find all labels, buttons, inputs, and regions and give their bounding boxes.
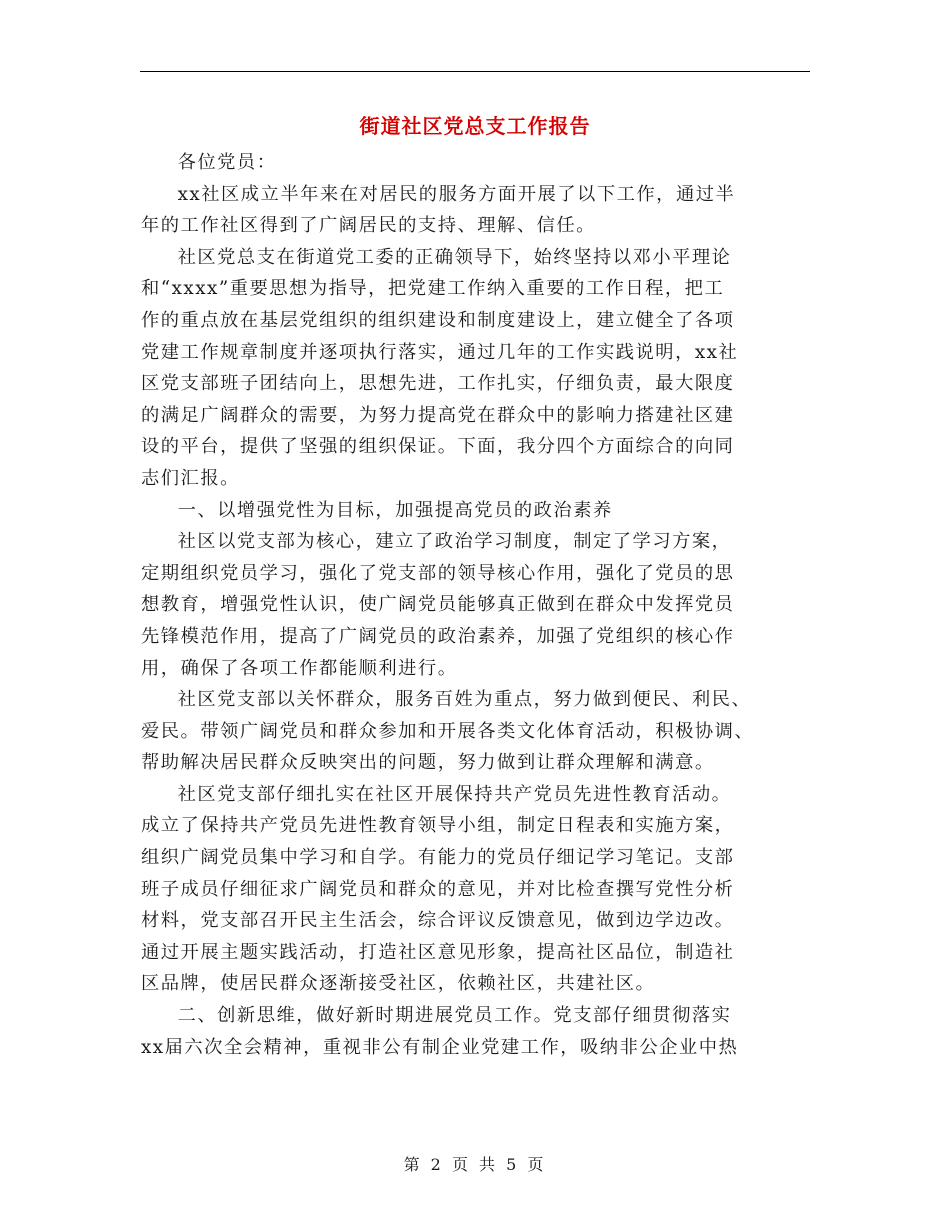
paragraph-line: xx社区成立半年来在对居民的服务方面开展了以下工作，通过半 — [177, 183, 736, 205]
paragraph-line: 组织广阔党员集中学习和自学。有能力的党员仔细记学习笔记。支部 — [141, 847, 735, 869]
paragraph-line: 一、以增强党性为目标，加强提高党员的政治素养 — [177, 499, 613, 521]
document-title: 街道社区党总支工作报告 — [359, 114, 591, 138]
paragraph-line: 用，确保了各项工作都能顺利进行。 — [141, 657, 458, 679]
paragraph-line: 社区党支部以关怀群众，服务百姓为重点，努力做到便民、利民、 — [177, 689, 752, 711]
paragraph — [141, 684, 811, 779]
paragraph-line: 社区以党支部为核心，建立了政治学习制度，制定了学习方案， — [177, 531, 732, 553]
paragraph-line: 定期组织党员学习，强化了党支部的领导核心作用，强化了党员的思 — [141, 562, 735, 584]
paragraph — [141, 179, 811, 242]
paragraph-line: 先锋模范作用，提高了广阔党员的政治素养，加强了党组织的核心作 — [141, 625, 735, 647]
paragraph — [141, 526, 811, 684]
paragraph — [141, 242, 811, 495]
paragraph-line: 区品牌，使居民群众逐渐接受社区，依赖社区，共建社区。 — [141, 973, 656, 995]
paragraph-line: 的满足广阔群众的需要，为努力提高党在群众中的影响力搭建社区建 — [141, 404, 735, 426]
paragraph-line: xx届六次全会精神，重视非公有制企业党建工作，吸纳非公企业中热 — [141, 1036, 739, 1058]
paragraph — [141, 1000, 811, 1063]
paragraph-line: 各位党员： — [177, 152, 277, 173]
paragraph-line: 通过开展主题实践活动，打造社区意见形象，提高社区品位，制造社 — [141, 941, 735, 963]
paragraph-line: 班子成员仔细征求广阔党员和群众的意见，并对比检查撰写党性分析 — [141, 878, 735, 900]
paragraph-line: 社区党支部仔细扎实在社区开展保持共产党员先进性教育活动。 — [177, 783, 732, 805]
paragraph-line: 材料，党支部召开民主生活会，综合评议反馈意见，做到边学边改。 — [141, 910, 735, 932]
paragraph-line: 爱民。带领广阔党员和群众参加和开展各类文化体育活动，积极协调、 — [141, 720, 755, 742]
paragraph-line: 设的平台，提供了坚强的组织保证。下面，我分四个方面综合的向同 — [141, 436, 735, 458]
paragraph-line: 二、创新思维，做好新时期进展党员工作。党支部仔细贯彻落实 — [177, 1005, 732, 1027]
paragraph-line: 作的重点放在基层党组织的组织建设和制度建设上，建立健全了各项 — [141, 309, 735, 331]
paragraph-line: 帮助解决居民群众反映突出的问题，努力做到让群众理解和满意。 — [141, 752, 715, 774]
paragraph-line: 区党支部班子团结向上，思想先进，工作扎实，仔细负责，最大限度 — [141, 373, 735, 395]
paragraph — [141, 147, 811, 179]
page-number: 第 2 页 共 5 页 — [403, 1155, 547, 1174]
paragraph-line: 志们汇报。 — [141, 467, 240, 489]
paragraph-line: 和“xxxx”重要思想为指导，把党建工作纳入重要的工作日程，把工 — [141, 278, 725, 300]
header-rule — [140, 71, 810, 72]
document-body — [141, 147, 811, 1063]
paragraph-line: 成立了保持共产党员先进性教育领导小组，制定日程表和实施方案， — [141, 815, 735, 837]
paragraph-line: 党建工作规章制度并逐项执行落实，通过几年的工作实践说明，xx社 — [141, 341, 739, 363]
paragraph — [141, 495, 811, 527]
paragraph-line: 年的工作社区得到了广阔居民的支持、理解、信任。 — [141, 215, 596, 237]
paragraph — [141, 779, 811, 1000]
paragraph-line: 想教育，增强党性认识，使广阔党员能够真正做到在群众中发挥党员 — [141, 594, 735, 616]
paragraph-line: 社区党总支在街道党工委的正确领导下，始终坚持以邓小平理论 — [177, 246, 732, 268]
